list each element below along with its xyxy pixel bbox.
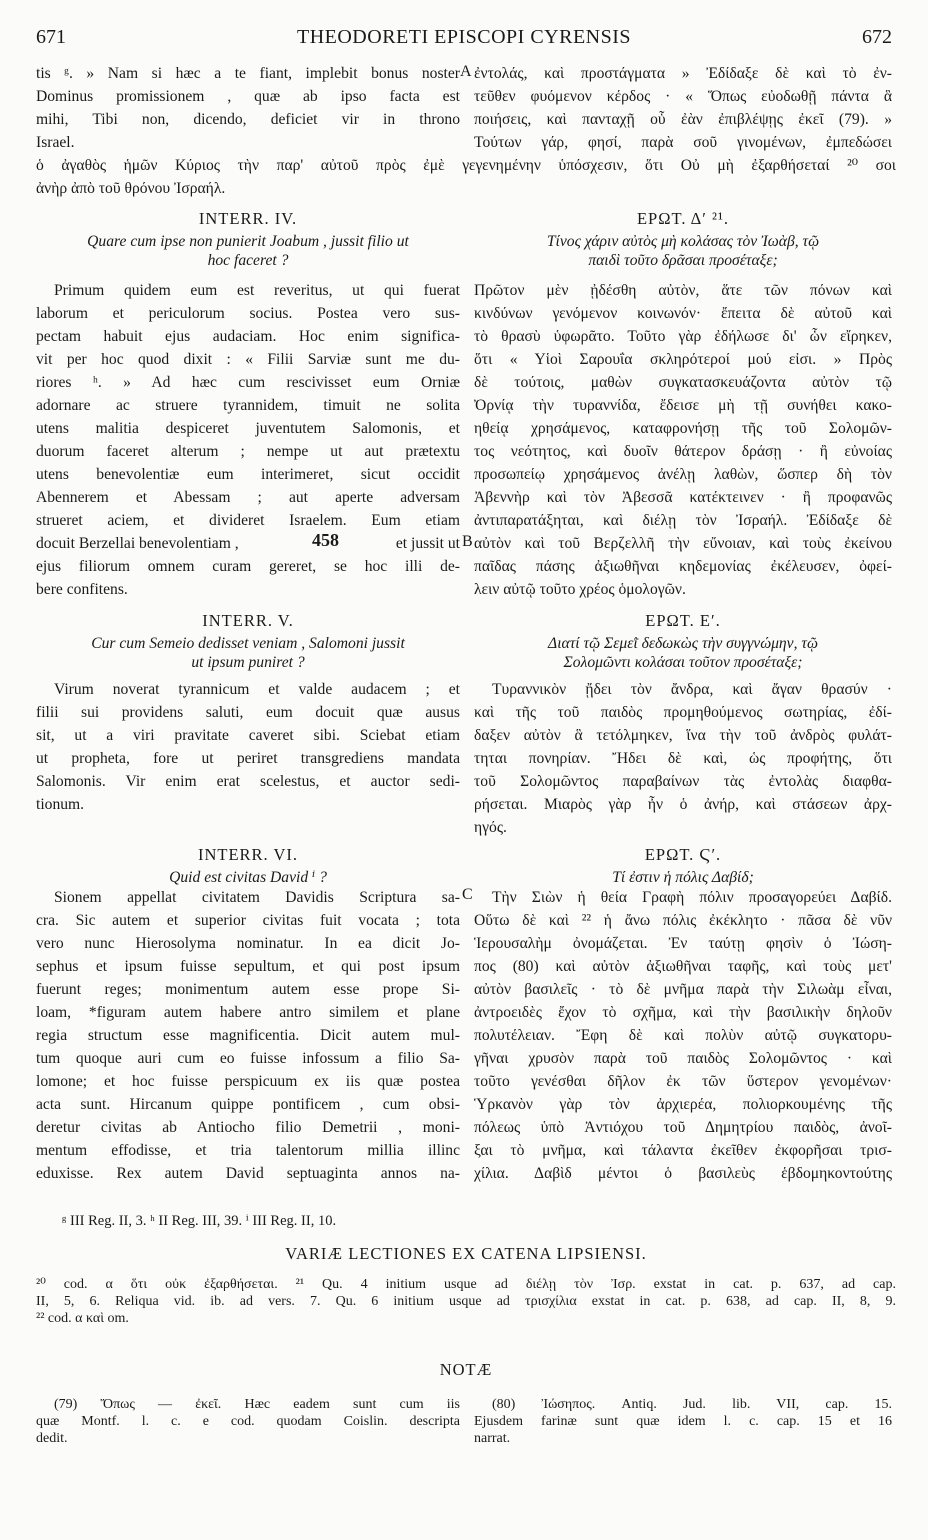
question-latin-iv: hoc faceret ? <box>207 252 289 269</box>
note-line: Ejusdem farinæ sunt quæ idem l. c. cap. 15 et 16 <box>474 1414 892 1429</box>
greek-line: κινδύνων γενόμενον κοινωνόν· ἔπειτα δὲ αὐτοῦ καὶ <box>474 305 892 322</box>
latin-line: regia structum esse magnificentia. Dicit autem mul- <box>36 1027 460 1044</box>
greek-line: ξαι τὸ μνῆμα, καὶ τάλαντα ἐκεῖθεν ἐκφορῆσαι τρισ- <box>474 1142 892 1159</box>
section-heading-latin-vi: INTERR. VI. <box>197 845 299 864</box>
greek-full-line: ὁ ἀγαθὸς ἡμῶν Κύριος τὴν παρ' αὐτοῦ πρὸς ἐμὲ γεγενημένην ὑπόσχεσιν, ὅτι Οὐ μὴ ἐξαρθήσεταί ²⁰ σοι <box>36 157 896 174</box>
variae-line: ²⁰ cod. α ὅτι οὐκ ἐξαρθήσεται. ²¹ Qu. 4 initium usque ad διέλῃ τὸν Ἰσρ. exstat in cat. p. 637, ad cap. <box>36 1277 896 1292</box>
latin-line: docuit Berzellai benevolentiam , <box>36 535 239 552</box>
greek-line: αὐτὸν βασιλεῖς · τὸ δὲ μνῆμα παρὰ τὴν Σιλωὰμ εἶναι, <box>474 981 892 998</box>
greek-line: ὅτι « Υἱοὶ Σαρουΐα σκληρότεροί μού εἰσι. » Πρὸς <box>474 351 892 368</box>
latin-line: Primum quidem eum est reveritus, ut qui fuerat <box>54 282 460 299</box>
variae-heading: VARIÆ LECTIONES EX CATENA LIPSIENSI. <box>285 1244 647 1263</box>
margin-letter-c: C <box>462 886 473 903</box>
latin-line: bere confitens. <box>36 581 128 598</box>
latin-line: mihi, Tibi non, dicendo, deficiet vir in throno <box>36 111 460 128</box>
latin-line: Sionem appellat civitatem Davidis Scriptura sa- <box>54 889 460 906</box>
latin-line: loam, *figuram autem habere antro similem et plane <box>36 1004 460 1021</box>
greek-line: δὲ τούτοις, μαθὼν συγκατασκευάζοντα αὐτὸν τῷ <box>474 374 892 391</box>
scripture-references: ᵍ III Reg. II, 3. ʰ II Reg. III, 39. ⁱ III Reg. II, 10. <box>62 1213 337 1229</box>
section-heading-latin-iv: INTERR. IV. <box>198 209 298 228</box>
latin-line: pectam habuit ejus audaciam. Hoc enim significa- <box>36 328 460 345</box>
latin-line: sit, ut a viri pravitate caveret sibi. Sciebat etiam <box>36 727 460 744</box>
greek-line: Ὑρκανὸν γὰρ τὸν ἀρχιερέα, πολιορκουμένης τῆς <box>474 1096 892 1113</box>
page-number-right: 672 <box>862 26 892 48</box>
latin-line: Abennerem et Abessam ; aut aperte adversam <box>36 489 460 506</box>
latin-line: acta sunt. Hircanum quippe pontificem , cum obsi- <box>36 1096 460 1113</box>
greek-line: τοῦτο γενέσθαι δῆλον ἐκ τῶν ὕστερον γενομένων· <box>474 1073 892 1090</box>
latin-line: Israel. <box>36 134 75 151</box>
margin-letter-a: A <box>460 63 472 80</box>
notae-heading: NOTÆ <box>439 1360 493 1379</box>
latin-line: utens malitia despiceret juventutem Salomonis, et <box>36 420 460 437</box>
page-number-left: 671 <box>36 26 66 48</box>
question-greek-iv: Τίνος χάριν αὐτὸς μὴ κολάσας τὸν Ἰωὰβ, τῷ <box>546 233 820 250</box>
column-number: 458 <box>312 530 339 550</box>
greek-line: Πρῶτον μὲν ᾐδέσθη αὐτὸν, ἅτε τῶν πόνων καὶ <box>474 282 892 299</box>
greek-line: δαξεν αὐτὸν ἃ τετόλμηκεν, ἵνα τὴν τοῦ ἀνδρὸς φυλάτ- <box>474 727 892 744</box>
greek-line: αὐτὸν καὶ τοῦ Βερζελλῆ τὴν εὔνοιαν, καὶ τοὺς ἐκείνου <box>474 535 892 552</box>
greek-line: λειν αὐτῷ τοῦτο χρέος ὁμολογῶν. <box>474 581 686 598</box>
latin-line: ejus filiorum omnem curam gereret, se hoc illi de- <box>36 558 460 575</box>
latin-line: duorum faceret alterum ; nempe ut aut prætextu <box>36 443 460 460</box>
greek-line: τεῦθεν φυόμενον κέρδος · « Ὅπως εὐοδωθῇ πάντα ἃ <box>474 88 892 105</box>
latin-line: Salomonis. Vir enim erat scelestus, et auctor sedi- <box>36 773 460 790</box>
greek-line: προσωπείῳ χρησάμενος ἀνέλῃ λαθὼν, ὥσπερ δὴ τὸν <box>474 466 892 483</box>
greek-line: Ὀρνίᾳ τὴν τυραννίδα, ἔδεισε μὴ τῇ συνήθει κακο- <box>474 397 892 414</box>
question-greek-vi: Τί ἐστιν ἡ πόλις Δαβίδ; <box>612 869 754 886</box>
greek-line: ἐντολάς, καὶ προστάγματα » Ἐδίδαξε δὲ καὶ τὸ ἐν- <box>474 65 892 82</box>
latin-line: sephus et ipsum fuisse sepultum, et qui post ipsum <box>36 958 460 975</box>
question-latin-v: Cur cum Semeio dedisset veniam , Salomoni jussit <box>91 635 405 652</box>
variae-line: ²² cod. α καὶ om. <box>36 1311 129 1326</box>
note-line: narrat. <box>474 1431 511 1446</box>
latin-line: Dominus promissionem , quæ ab ipso facta est <box>36 88 460 105</box>
section-heading-greek-v: ΕΡΩΤ. Εʹ. <box>645 611 721 630</box>
note-line: dedit. <box>36 1431 68 1446</box>
greek-line: τοῦ Σολομῶντος παραβαίνων τὰς ἐντολὰς διαφθα- <box>474 773 892 790</box>
latin-line: lomone; et hoc fuisse perspicuum ex iis quæ postea <box>36 1073 460 1090</box>
greek-line: Τυραννικὸν ᾔδει τὸν ἄνδρα, καὶ ἄγαν θρασύν · <box>492 681 892 698</box>
latin-line: riores ʰ. » Ad hæc cum rescivisset eum Orniæ <box>36 374 460 391</box>
latin-line: vit per hoc quod dixit : « Filii Sarviæ sunt me du- <box>36 351 460 368</box>
latin-line: fuerunt reges; monimentum autem esse prope Si- <box>36 981 460 998</box>
greek-line: καὶ τῆς τοῦ παιδὸς προμηθούμενος σωτηρίας, ἐδί- <box>474 704 892 721</box>
greek-line: παῖδας πάσης ἀξιωθῆναι κηδεμονίας ἐκέλευσεν, ὀφεί- <box>474 558 892 575</box>
greek-line: πος (80) καὶ αὐτὸν ἀξιωθῆναι ταφῆς, καὶ τοὺς μετ' <box>474 958 892 975</box>
latin-line: adornare ac struere tyrannidem, timuit ne solita <box>36 397 460 414</box>
section-heading-greek-iv: ΕΡΩΤ. Δʹ ²¹. <box>636 209 730 228</box>
question-greek-v: Διατί τῷ Σεμεῒ δεδωκὼς τὴν συγγνώμην, τῷ <box>548 635 818 652</box>
greek-line: Ἀβεννὴρ καὶ τὸν Ἀβεσσᾶ κατέκτεινεν · ἢ προφανῶς <box>474 489 892 506</box>
latin-line: deretur civitas ab Antiocho filio Demetrii , moni- <box>36 1119 460 1136</box>
greek-line: πολυτέλειαν. Ἔφη δὲ καὶ πολὺν αὐτῷ συγκατορυ- <box>474 1027 892 1044</box>
greek-line: Οὕτω δὲ καὶ ²² ἡ ἄνω πόλις ἐκέκλητο · πᾶσα δὲ νῦν <box>474 912 892 929</box>
page-header <box>0 20 928 54</box>
margin-letter-b: B <box>462 533 473 550</box>
greek-full-line: ἀνὴρ ἀπὸ τοῦ θρόνου Ἰσραήλ. <box>36 180 226 197</box>
greek-line: ἀντροειδὲς ἔχον τὸ σχῆμα, καὶ τὴν βασιλικὴν δηλοῦν <box>474 1004 892 1021</box>
latin-line: et jussit ut <box>395 535 460 552</box>
greek-line: ποιήσεις, καὶ πανταχῇ οὗ ἐὰν ἐπιβλέψῃς ἐκεῖ (79). » <box>474 111 892 128</box>
latin-line: tis ᵍ. » Nam si hæc a te fiant, implebit bonus noster <box>36 65 460 82</box>
greek-line: ρήσεται. Μιαρὸς γὰρ ἦν ὁ ἀνήρ, καὶ στάσεων ἀρχ- <box>474 796 892 813</box>
note-line: (80) Ἰώσηπος. Antiq. Jud. lib. VII, cap. 15. <box>492 1397 892 1412</box>
question-latin-v: ut ipsum puniret ? <box>191 654 305 671</box>
note-line: quæ Montf. l. c. e cod. quodam Coislin. descripta <box>36 1414 460 1429</box>
section-heading-greek-vi: ΕΡΩΤ. Ϛʹ. <box>644 845 722 864</box>
greek-line: ηγός. <box>474 819 507 836</box>
greek-line: γῆναι χρυσὸν παρὰ τοῦ παιδὸς Σολομῶντος · καὶ <box>474 1050 892 1067</box>
running-title: THEODORETI EPISCOPI CYRENSIS <box>296 26 632 48</box>
latin-line: mentum effodisse, et tria talentorum millia illinc <box>36 1142 460 1159</box>
latin-line: eduxisse. Rex autem David septuaginta annos na- <box>36 1165 460 1182</box>
latin-line: utens benevolentiæ eum interimeret, sicut occidit <box>36 466 460 483</box>
latin-line: tum quoque auri cum eo fuisse infossum a filio Sa- <box>36 1050 460 1067</box>
note-line: (79) Ὅπως — ἐκεῖ. Hæc eadem sunt cum iis <box>54 1397 460 1412</box>
question-latin-vi: Quid est civitas David ⁱ ? <box>169 869 327 886</box>
latin-line: filii sui providens saluti, eum docuit quæ ausus <box>36 704 460 721</box>
latin-line: ut propheta, fore ut periret transgrediens mandata <box>36 750 460 767</box>
greek-line: ηθείᾳ χρησάμενος, καταφρονήσῃ τῆς τοῦ Σολομῶν- <box>474 420 892 437</box>
greek-line: τηται πονηρίαν. Ἤδει δὲ καὶ, ὡς προφήτης, ὅτι <box>474 750 892 767</box>
question-greek-v: Σολομῶντι κολάσαι τοῦτον προσέταξε; <box>563 654 803 671</box>
greek-line: Τὴν Σιὼν ἡ θεία Γραφὴ πόλιν προσαγορεύει Δαβίδ. <box>492 889 892 906</box>
greek-line: ἀντιπαρατάξηται, καὶ διέλῃ τὸν Ἰσραήλ. Ἐδίδαξε δὲ <box>474 512 892 529</box>
variae-line: II, 5, 6. Reliqua vid. ib. ad vers. 7. Qu. 6 initium usque ad τρισχίλια exstat in cat. p. 638, ad cap. II, 8, 9. <box>36 1294 896 1309</box>
greek-line: Τούτων γάρ, φησί, παρὰ σοῦ γινομένων, ἐμπεδώσει <box>474 134 892 151</box>
latin-line: vero nunc Hierosolyma nominatur. In ea dicit Jo- <box>36 935 460 952</box>
latin-line: laborum et periculorum socius. Postea vero sus- <box>36 305 460 322</box>
question-greek-iv: παιδὶ τοῦτο δρᾶσαι προσέταξε; <box>588 252 778 269</box>
latin-line: tionum. <box>36 796 85 813</box>
section-heading-latin-v: INTERR. V. <box>202 611 294 630</box>
latin-line: strueret aciem, et divideret Israelem. Eum etiam <box>36 512 460 529</box>
latin-line: cra. Sic autem et superior civitas fuit vocata ; tota <box>36 912 460 929</box>
greek-line: χίλια. Δαβὶδ μέντοι ὁ βασιλεὺς ἑβδομηκοντούτης <box>474 1165 892 1182</box>
greek-line: τος νεότητος, καὶ δυοῖν θάτερον δράσῃ · ἢ εὐνοίας <box>474 443 892 460</box>
greek-line: Ἱερουσαλὴμ ὀνομάζεται. Ἐν ταύτῃ φησὶν ὁ Ἰώση- <box>474 935 892 952</box>
greek-line: τὸ θρασὺ ὑφωρᾶτο. Τοῦτο γὰρ ἐδήλωσε δι' ὧν εἴρηκεν, <box>474 328 892 345</box>
question-latin-iv: Quare cum ipse non punierit Joabum , jussit filio ut <box>87 233 409 250</box>
latin-line: Virum noverat tyrannicum et valde audacem ; et <box>54 681 460 698</box>
greek-line: πόλεως ὑπὸ Ἀντιόχου τοῦ Δημητρίου παιδὸς, ἀνοῖ- <box>474 1119 892 1136</box>
